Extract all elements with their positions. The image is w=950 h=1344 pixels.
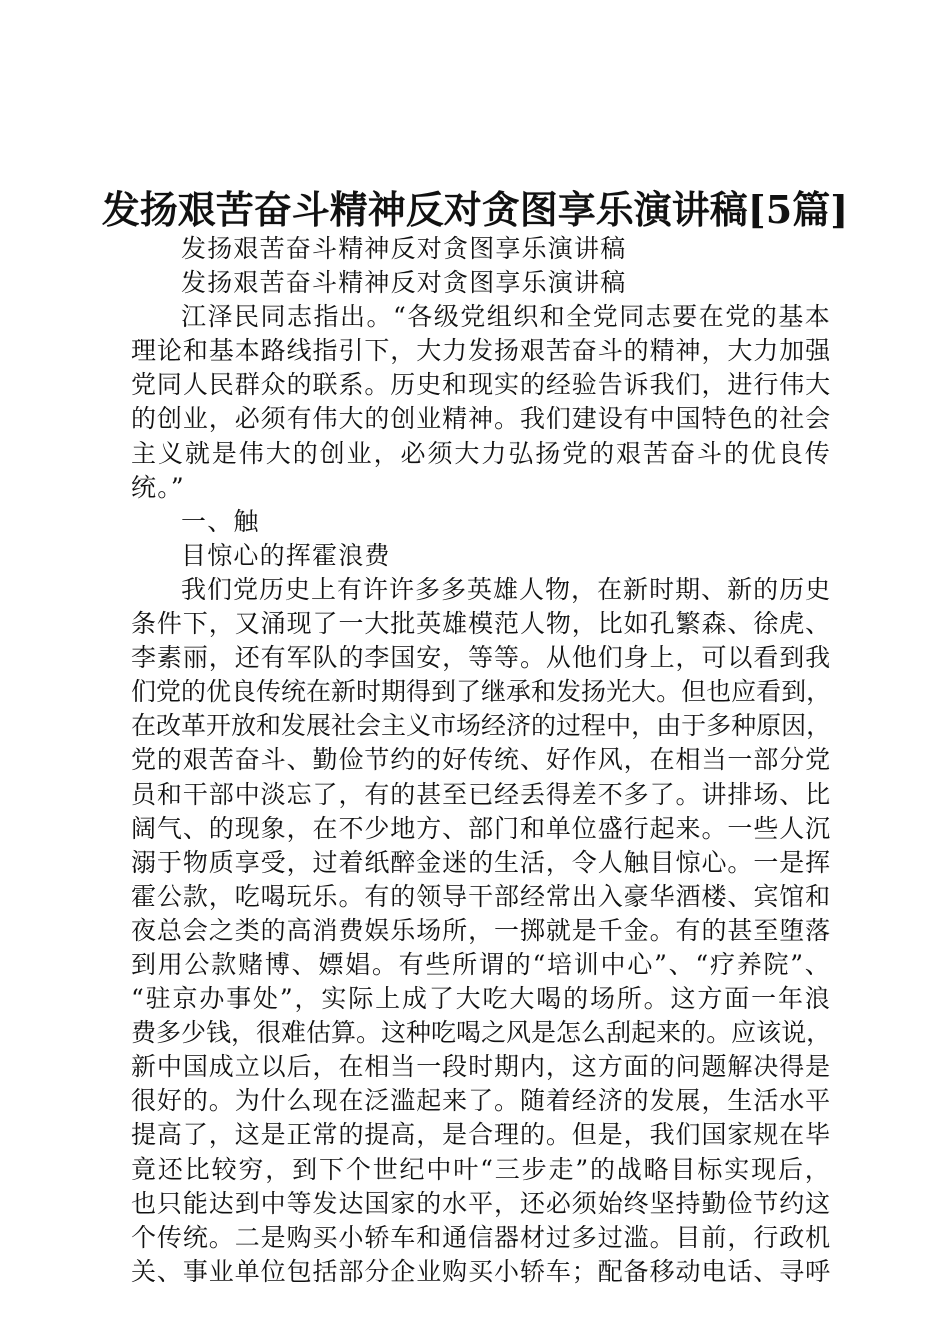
body-line: 一、触 xyxy=(181,506,260,536)
body-line: 条件下，又涌现了一大批英雄模范人物，比如孔繁森、徐虎、 xyxy=(131,609,831,639)
body-line: 费多少钱，很难估算。这种吃喝之风是怎么刮起来的。应该说， xyxy=(131,1018,831,1048)
body-line: 竟还比较穷，到下个世纪中叶“三步走”的战略目标实现后， xyxy=(131,1154,831,1184)
body-line: 也只能达到中等发达国家的水平，还必须始终坚持勤俭节约这 xyxy=(131,1188,831,1218)
body-line: 个传统。二是购买小轿车和通信器材过多过滥。目前，行政机 xyxy=(131,1222,831,1252)
body-line: 们党的优良传统在新时期得到了继承和发扬光大。但也应看到， xyxy=(131,677,831,707)
body-line: 李素丽，还有军队的李国安，等等。从他们身上，可以看到我 xyxy=(131,643,831,673)
body-line: 很好的。为什么现在泛滥起来了。随着经济的发展，生活水平 xyxy=(131,1086,831,1116)
body-line: 提高了，这是正常的提高，是合理的。但是，我们国家规在毕 xyxy=(131,1120,831,1150)
body-line: 党同人民群众的联系。历史和现实的经验告诉我们，进行伟大 xyxy=(131,370,831,400)
body-line: 目惊心的挥霍浪费 xyxy=(181,540,391,570)
body-line: 我们党历史上有许许多多英雄人物，在新时期、新的历史 xyxy=(181,574,831,604)
body-line: 到用公款赌博、嫖娼。有些所谓的“培训中心”、“疗养院”、 xyxy=(131,949,831,979)
body-line: “驻京办事处”，实际上成了大吃大喝的场所。这方面一年浪 xyxy=(131,984,831,1014)
body-line: 霍公款，吃喝玩乐。有的领导干部经常出入豪华酒楼、宾馆和 xyxy=(131,881,831,911)
body-line: 的创业，必须有伟大的创业精神。我们建设有中国特色的社会 xyxy=(131,404,831,434)
document-body xyxy=(131,232,831,1289)
body-line: 夜总会之类的高消费娱乐场所，一掷就是千金。有的甚至堕落 xyxy=(131,915,831,945)
body-line: 发扬艰苦奋斗精神反对贪图享乐演讲稿 xyxy=(181,234,627,263)
body-line: 统。” xyxy=(131,472,185,502)
body-line: 阔气、的现象，在不少地方、部门和单位盛行起来。一些人沉 xyxy=(131,813,831,843)
body-line: 党的艰苦奋斗、勤俭节约的好传统、好作风，在相当一部分党 xyxy=(131,745,831,775)
body-line: 在改革开放和发展社会主义市场经济的过程中，由于多种原因， xyxy=(131,711,831,741)
body-line: 主义就是伟大的创业，必须大力弘扬党的艰苦奋斗的优良传 xyxy=(131,438,831,468)
body-line: 新中国成立以后，在相当一段时期内，这方面的问题解决得是 xyxy=(131,1052,831,1082)
body-line: 员和干部中淡忘了，有的甚至已经丢得差不多了。讲排场、比 xyxy=(131,779,831,809)
body-line: 溺于物质享受，过着纸醉金迷的生活，令人触目惊心。一是挥 xyxy=(131,847,831,877)
body-line: 关、事业单位包括部分企业购买小轿车；配备移动电话、寻呼 xyxy=(131,1256,831,1286)
document-title: 发扬艰苦奋斗精神反对贪图享乐演讲稿[5篇] xyxy=(101,187,849,232)
body-line: 理论和基本路线指引下，大力发扬艰苦奋斗的精神，大力加强 xyxy=(131,336,831,366)
body-line: 江泽民同志指出。“各级党组织和全党同志要在党的基本 xyxy=(181,302,831,332)
body-line: 发扬艰苦奋斗精神反对贪图享乐演讲稿 xyxy=(181,268,627,298)
